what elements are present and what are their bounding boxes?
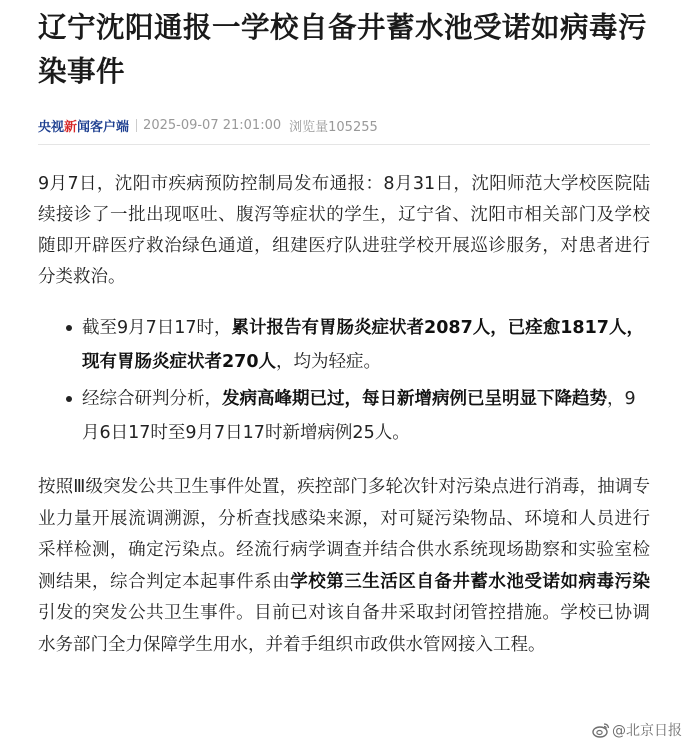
bullet-text: ，均为轻症。 (276, 352, 382, 372)
source-name-accent: 新 (64, 119, 78, 135)
article-meta (38, 114, 650, 136)
source-name[interactable] (38, 116, 129, 135)
source-name-part2: 闻客户端 (77, 119, 130, 135)
bullet-text: 经综合研判分析， (82, 389, 222, 409)
article-title: 辽宁沈阳通报一学校自备井蓄水池受诺如病毒污染事件 (38, 11, 648, 88)
bullet-item (38, 382, 650, 450)
weibo-icon (592, 722, 610, 738)
paragraph-bold-text: 学校第三生活区自备井蓄水池受诺如病毒污染 (290, 571, 651, 592)
bullet-bold-text: 发病高峰期已过，每日新增病例已呈明显下降趋势 (222, 389, 607, 409)
paragraph-text: 按照Ⅲ级突发公共卫生事件处置，疾控部门多轮次针对污染点进行消毒，抽调专业力量开展流调溯源，分析查找感染来源，对可疑污染物品、环境和人员进行采样检测，确定污染点。经流行病学调查并结合供水系统现场勘察和实验室检测结果，综合判定本起事件系由 (38, 477, 650, 592)
bullet-text: ，9月6日17时至9月7日17时新增病例25人。 (82, 389, 636, 443)
paragraph-intro: 9月7日，沈阳市疾病预防控制局发布通报：8月31日，沈阳师范大学校医院陆续接诊了一批出现呕吐、腹泻等症状的学生，辽宁省、沈阳市相关部门及学校随即开辟医疗救治绿色通道，组建医疗队进驻学校开展巡诊服务，对患者进行分类救治。 (38, 174, 650, 287)
watermark (590, 719, 684, 741)
meta-separator (136, 119, 137, 132)
bullet-bold-text: 累计报告有胃肠炎症状者2087人，已痊愈1817人，现有胃肠炎症状者270人 (82, 318, 644, 372)
source-name-part1: 央视 (38, 119, 65, 135)
view-count: 浏览量105255 (289, 119, 378, 135)
watermark-text: @北京日报 (612, 723, 682, 739)
header-divider (38, 144, 650, 145)
publish-time: 2025-09-07 21:01:00 (143, 117, 282, 133)
bullet-text: 截至9月7日17时， (82, 318, 232, 338)
bullet-list (38, 311, 650, 450)
bullet-item (38, 311, 650, 379)
paragraph-investigation (38, 472, 650, 662)
paragraph-text: 引发的突发公共卫生事件。目前已对该自备井采取封闭管控措施。学校已协调水务部门全力保障学生用水，并着手组织市政供水管网接入工程。 (38, 603, 650, 655)
